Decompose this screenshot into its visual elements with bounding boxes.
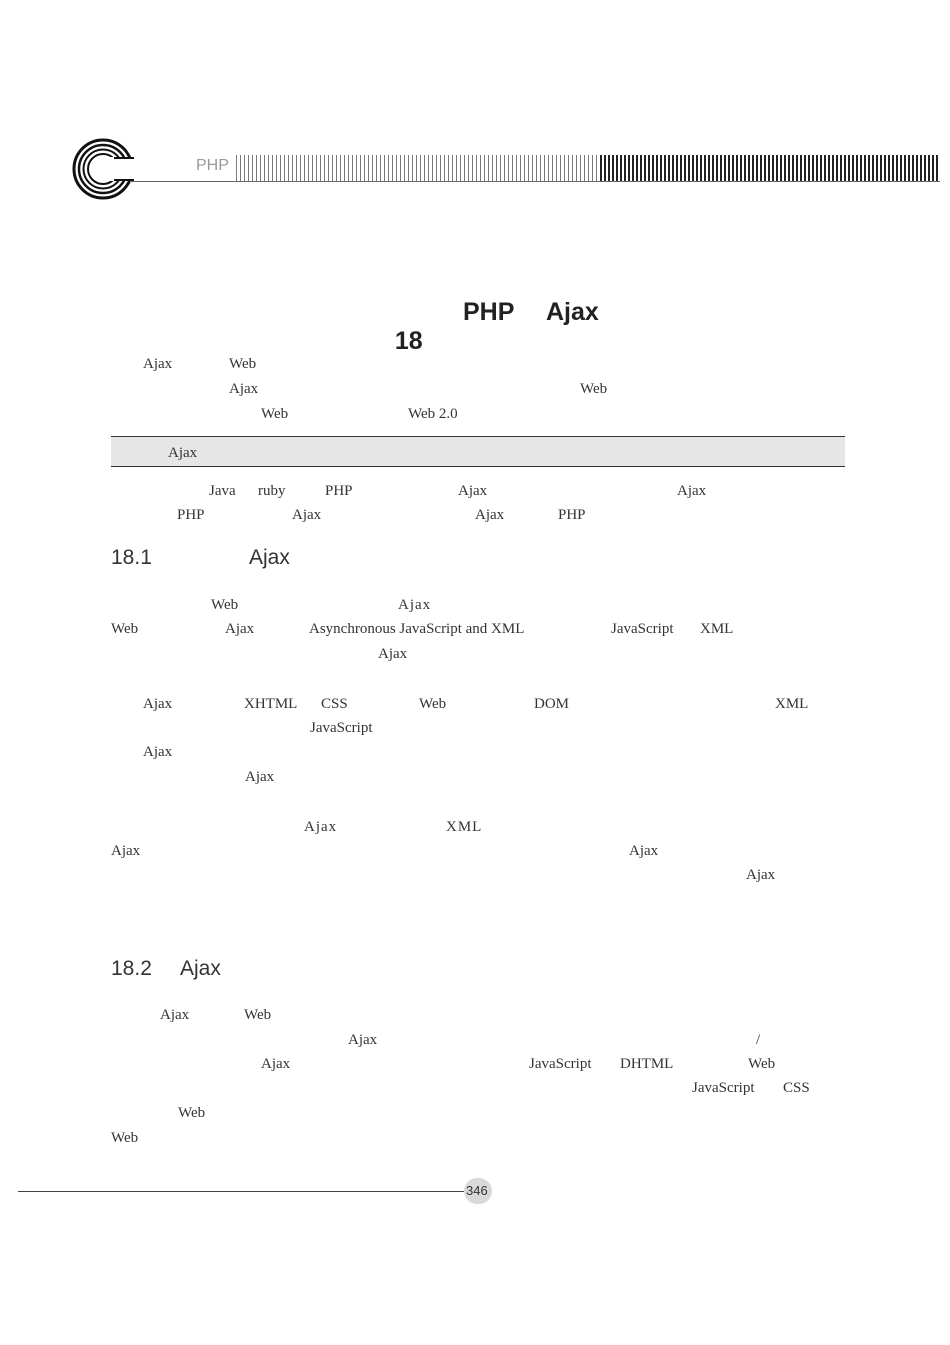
chapter-title-ajax: Ajax [546,298,599,326]
para-word: Ajax [143,696,173,712]
section-number: 18.1 [111,546,152,569]
para-word: Java [209,483,236,499]
section-number: 18.2 [111,957,152,980]
para-word: Ajax [458,483,488,499]
para-word: JavaScript [611,621,674,637]
para-word: Ajax [304,819,338,835]
para-word: JavaScript [310,720,373,736]
chapter-title-php: PHP [463,298,515,326]
intro-word: Web [229,356,257,372]
para-word: Asynchronous JavaScript and XML [309,621,525,637]
para-word: PHP [558,507,586,523]
para-word: Ajax [292,507,322,523]
footer-rule [18,1191,464,1192]
para-word: DOM [534,696,570,712]
para-word: Ajax [677,483,707,499]
para-word: JavaScript [692,1080,755,1096]
para-word: Web [111,621,139,637]
para-word: Web [211,597,239,613]
para-word: Web [178,1105,206,1121]
chapter-title [381,298,423,356]
para-word: Web [244,1007,272,1023]
header-tag: PHP [196,157,232,175]
para-word: Ajax [629,843,659,859]
para-word: DHTML [620,1056,674,1072]
para-word: XML [446,819,483,835]
para-word: XHTML [244,696,298,712]
para-word: Ajax [160,1007,190,1023]
page-number: 346 [466,1183,488,1198]
para-word: CSS [321,696,348,712]
intro-word: Ajax [143,356,173,372]
intro-word: Web 2.0 [408,406,458,422]
para-word: Ajax [261,1056,291,1072]
note-box [111,436,845,467]
para-word: Ajax [143,744,173,760]
para-word: PHP [177,507,205,523]
para-word: Ajax [245,769,275,785]
header-hatch-bar-dark [600,155,940,181]
para-word: Ajax [398,597,432,613]
intro-word: Web [261,406,289,422]
para-word: ruby [258,483,286,499]
chapter-ring-logo [72,138,134,200]
section-title: Ajax [249,546,290,569]
note-text: Ajax [168,445,198,461]
section-title: Ajax [180,957,221,980]
header-rule [130,181,940,182]
para-word: Ajax [378,646,408,662]
para-word: Ajax [225,621,255,637]
para-word: Ajax [348,1032,378,1048]
para-word: Ajax [746,867,776,883]
intro-word: Ajax [229,381,259,397]
para-word: XML [700,621,734,637]
para-word: Ajax [475,507,505,523]
para-word: CSS [783,1080,810,1096]
para-word: PHP [325,483,353,499]
para-word: Ajax [111,843,141,859]
para-word: Web [111,1130,139,1146]
para-word: JavaScript [529,1056,592,1072]
chapter-number: 18 [394,327,423,355]
para-word: XML [775,696,809,712]
para-word: Web [419,696,447,712]
intro-word: Web [580,381,608,397]
para-word: / [756,1032,761,1048]
para-word: Web [748,1056,776,1072]
